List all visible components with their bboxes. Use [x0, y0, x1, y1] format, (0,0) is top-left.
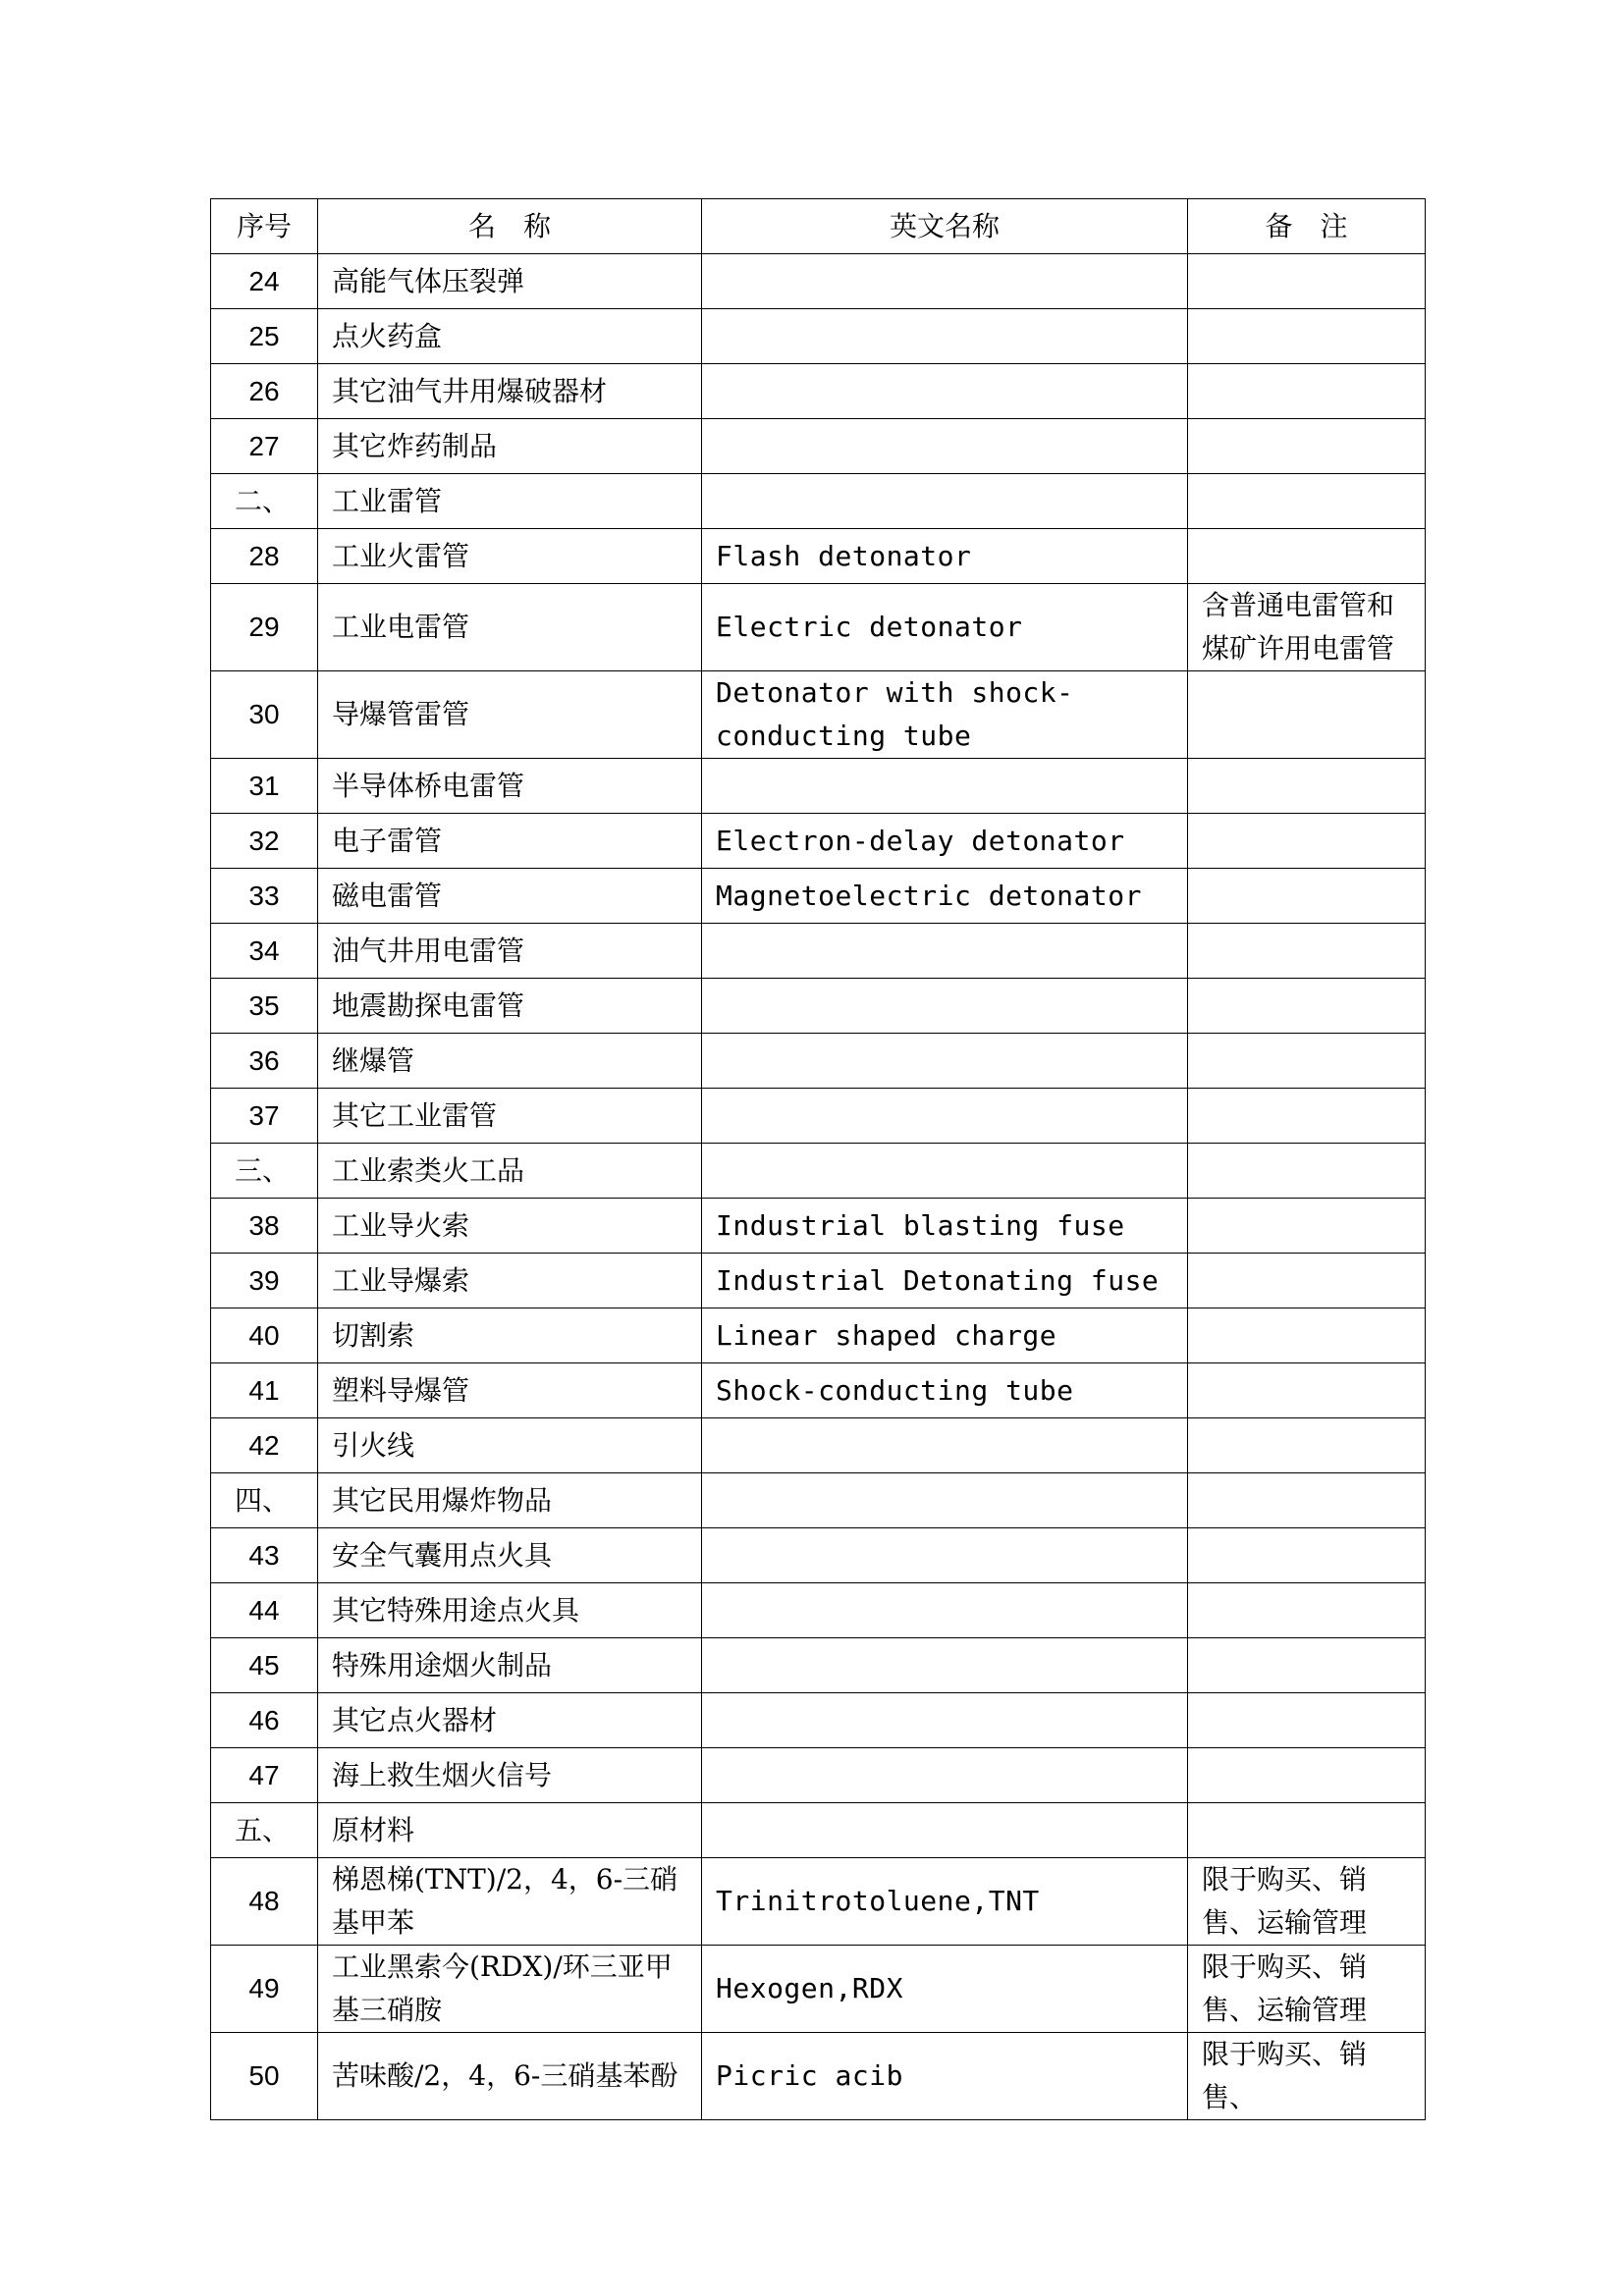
english-cell — [702, 1089, 1188, 1144]
english-cell — [702, 1693, 1188, 1748]
english-cell: Linear shaped charge — [702, 1308, 1188, 1363]
header-name: 名 称 — [318, 199, 702, 254]
name-cell: 切割索 — [318, 1308, 702, 1363]
name-cell: 高能气体压裂弹 — [318, 254, 702, 309]
table-row — [211, 309, 1426, 364]
english-cell — [702, 979, 1188, 1034]
english-cell — [702, 309, 1188, 364]
seq-cell: 45 — [211, 1638, 318, 1693]
seq-cell: 25 — [211, 309, 318, 364]
table-row — [211, 2033, 1426, 2120]
name-cell: 其它工业雷管 — [318, 1089, 702, 1144]
table-row — [211, 1254, 1426, 1308]
seq-cell: 47 — [211, 1748, 318, 1803]
seq-cell: 26 — [211, 364, 318, 419]
table-row — [211, 584, 1426, 671]
seq-cell: 33 — [211, 869, 318, 924]
seq-cell: 46 — [211, 1693, 318, 1748]
note-cell — [1188, 1363, 1426, 1418]
seq-cell: 50 — [211, 2033, 318, 2120]
name-cell: 导爆管雷管 — [318, 671, 702, 759]
name-cell: 其它点火器材 — [318, 1693, 702, 1748]
name-cell: 塑料导爆管 — [318, 1363, 702, 1418]
seq-cell: 44 — [211, 1583, 318, 1638]
seq-cell: 42 — [211, 1418, 318, 1473]
seq-cell: 41 — [211, 1363, 318, 1418]
name-cell: 继爆管 — [318, 1034, 702, 1089]
table-row — [211, 924, 1426, 979]
note-cell — [1188, 1583, 1426, 1638]
section-title: 工业索类火工品 — [318, 1144, 702, 1199]
english-cell: Detonator with shock-conducting tube — [702, 671, 1188, 759]
seq-cell: 39 — [211, 1254, 318, 1308]
english-cell — [702, 759, 1188, 814]
note-cell — [1188, 1803, 1426, 1858]
seq-cell: 43 — [211, 1528, 318, 1583]
table-row — [211, 1418, 1426, 1473]
english-cell: Electric detonator — [702, 584, 1188, 671]
table-row — [211, 759, 1426, 814]
english-cell: Shock-conducting tube — [702, 1363, 1188, 1418]
table-row — [211, 1089, 1426, 1144]
table-row — [211, 1308, 1426, 1363]
note-cell — [1188, 1089, 1426, 1144]
note-cell — [1188, 254, 1426, 309]
table-row — [211, 1034, 1426, 1089]
header-english: 英文名称 — [702, 199, 1188, 254]
section-row — [211, 474, 1426, 529]
name-cell: 特殊用途烟火制品 — [318, 1638, 702, 1693]
name-cell: 地震勘探电雷管 — [318, 979, 702, 1034]
english-cell — [702, 1034, 1188, 1089]
name-cell: 半导体桥电雷管 — [318, 759, 702, 814]
name-cell: 工业黑索今(RDX)/环三亚甲基三硝胺 — [318, 1946, 702, 2033]
table-row — [211, 1748, 1426, 1803]
seq-cell: 40 — [211, 1308, 318, 1363]
table-row — [211, 671, 1426, 759]
table-header-row — [211, 199, 1426, 254]
note-cell — [1188, 979, 1426, 1034]
note-cell — [1188, 474, 1426, 529]
note-cell — [1188, 1693, 1426, 1748]
table-row — [211, 869, 1426, 924]
note-cell — [1188, 1144, 1426, 1199]
note-cell — [1188, 529, 1426, 584]
seq-cell: 29 — [211, 584, 318, 671]
table-row — [211, 1946, 1426, 2033]
english-cell: Hexogen,RDX — [702, 1946, 1188, 2033]
name-cell: 其它炸药制品 — [318, 419, 702, 474]
note-cell: 限于购买、销售、运输管理 — [1188, 1946, 1426, 2033]
note-cell — [1188, 1638, 1426, 1693]
english-cell — [702, 1418, 1188, 1473]
english-cell: Industrial blasting fuse — [702, 1199, 1188, 1254]
table-row — [211, 254, 1426, 309]
english-cell — [702, 1144, 1188, 1199]
note-cell — [1188, 1254, 1426, 1308]
english-cell: Magnetoelectric detonator — [702, 869, 1188, 924]
note-cell — [1188, 1308, 1426, 1363]
seq-cell: 30 — [211, 671, 318, 759]
name-cell: 油气井用电雷管 — [318, 924, 702, 979]
section-row — [211, 1803, 1426, 1858]
seq-cell: 36 — [211, 1034, 318, 1089]
name-cell: 工业火雷管 — [318, 529, 702, 584]
english-cell — [702, 924, 1188, 979]
table-row — [211, 1858, 1426, 1946]
name-cell: 苦味酸/2，4，6-三硝基苯酚 — [318, 2033, 702, 2120]
name-cell: 工业电雷管 — [318, 584, 702, 671]
seq-cell: 27 — [211, 419, 318, 474]
table-row — [211, 529, 1426, 584]
english-cell — [702, 1528, 1188, 1583]
section-row — [211, 1473, 1426, 1528]
note-cell — [1188, 1418, 1426, 1473]
section-title: 其它民用爆炸物品 — [318, 1473, 702, 1528]
note-cell — [1188, 869, 1426, 924]
name-cell: 引火线 — [318, 1418, 702, 1473]
seq-cell: 37 — [211, 1089, 318, 1144]
english-cell — [702, 364, 1188, 419]
section-number: 五、 — [211, 1803, 318, 1858]
seq-cell: 32 — [211, 814, 318, 869]
seq-cell: 38 — [211, 1199, 318, 1254]
name-cell: 其它特殊用途点火具 — [318, 1583, 702, 1638]
note-cell — [1188, 1473, 1426, 1528]
table-row — [211, 1638, 1426, 1693]
english-cell: Flash detonator — [702, 529, 1188, 584]
section-number: 三、 — [211, 1144, 318, 1199]
english-cell — [702, 1473, 1188, 1528]
english-cell — [702, 1803, 1188, 1858]
explosives-list-table — [210, 198, 1426, 2120]
note-cell — [1188, 1199, 1426, 1254]
note-cell — [1188, 419, 1426, 474]
table-row — [211, 364, 1426, 419]
section-number: 二、 — [211, 474, 318, 529]
english-cell — [702, 474, 1188, 529]
name-cell: 工业导火索 — [318, 1199, 702, 1254]
name-cell: 磁电雷管 — [318, 869, 702, 924]
name-cell: 梯恩梯(TNT)/2，4，6-三硝基甲苯 — [318, 1858, 702, 1946]
note-cell: 限于购买、销售、运输管理 — [1188, 1858, 1426, 1946]
table-row — [211, 1528, 1426, 1583]
seq-cell: 48 — [211, 1858, 318, 1946]
table-row — [211, 419, 1426, 474]
english-cell — [702, 1583, 1188, 1638]
name-cell: 海上救生烟火信号 — [318, 1748, 702, 1803]
table-row — [211, 1583, 1426, 1638]
name-cell: 其它油气井用爆破器材 — [318, 364, 702, 419]
note-cell — [1188, 759, 1426, 814]
section-row — [211, 1144, 1426, 1199]
english-cell — [702, 254, 1188, 309]
note-cell: 限于购买、销售、 — [1188, 2033, 1426, 2120]
table-row — [211, 1693, 1426, 1748]
name-cell: 工业导爆索 — [318, 1254, 702, 1308]
name-cell: 点火药盒 — [318, 309, 702, 364]
seq-cell: 24 — [211, 254, 318, 309]
note-cell — [1188, 924, 1426, 979]
section-number: 四、 — [211, 1473, 318, 1528]
english-cell — [702, 1748, 1188, 1803]
note-cell — [1188, 1034, 1426, 1089]
table-row — [211, 1363, 1426, 1418]
table-row — [211, 979, 1426, 1034]
english-cell: Picric acib — [702, 2033, 1188, 2120]
name-cell: 电子雷管 — [318, 814, 702, 869]
seq-cell: 34 — [211, 924, 318, 979]
note-cell — [1188, 671, 1426, 759]
seq-cell: 35 — [211, 979, 318, 1034]
section-title: 原材料 — [318, 1803, 702, 1858]
english-cell — [702, 419, 1188, 474]
section-title: 工业雷管 — [318, 474, 702, 529]
english-cell: Trinitrotoluene,TNT — [702, 1858, 1188, 1946]
seq-cell: 49 — [211, 1946, 318, 2033]
note-cell — [1188, 814, 1426, 869]
note-cell — [1188, 364, 1426, 419]
header-note: 备 注 — [1188, 199, 1426, 254]
note-cell — [1188, 1748, 1426, 1803]
header-seq: 序号 — [211, 199, 318, 254]
note-cell — [1188, 309, 1426, 364]
name-cell: 安全气囊用点火具 — [318, 1528, 702, 1583]
note-cell: 含普通电雷管和煤矿许用电雷管 — [1188, 584, 1426, 671]
english-cell: Electron-delay detonator — [702, 814, 1188, 869]
english-cell — [702, 1638, 1188, 1693]
note-cell — [1188, 1528, 1426, 1583]
table-row — [211, 814, 1426, 869]
seq-cell: 28 — [211, 529, 318, 584]
table-row — [211, 1199, 1426, 1254]
english-cell: Industrial Detonating fuse — [702, 1254, 1188, 1308]
seq-cell: 31 — [211, 759, 318, 814]
